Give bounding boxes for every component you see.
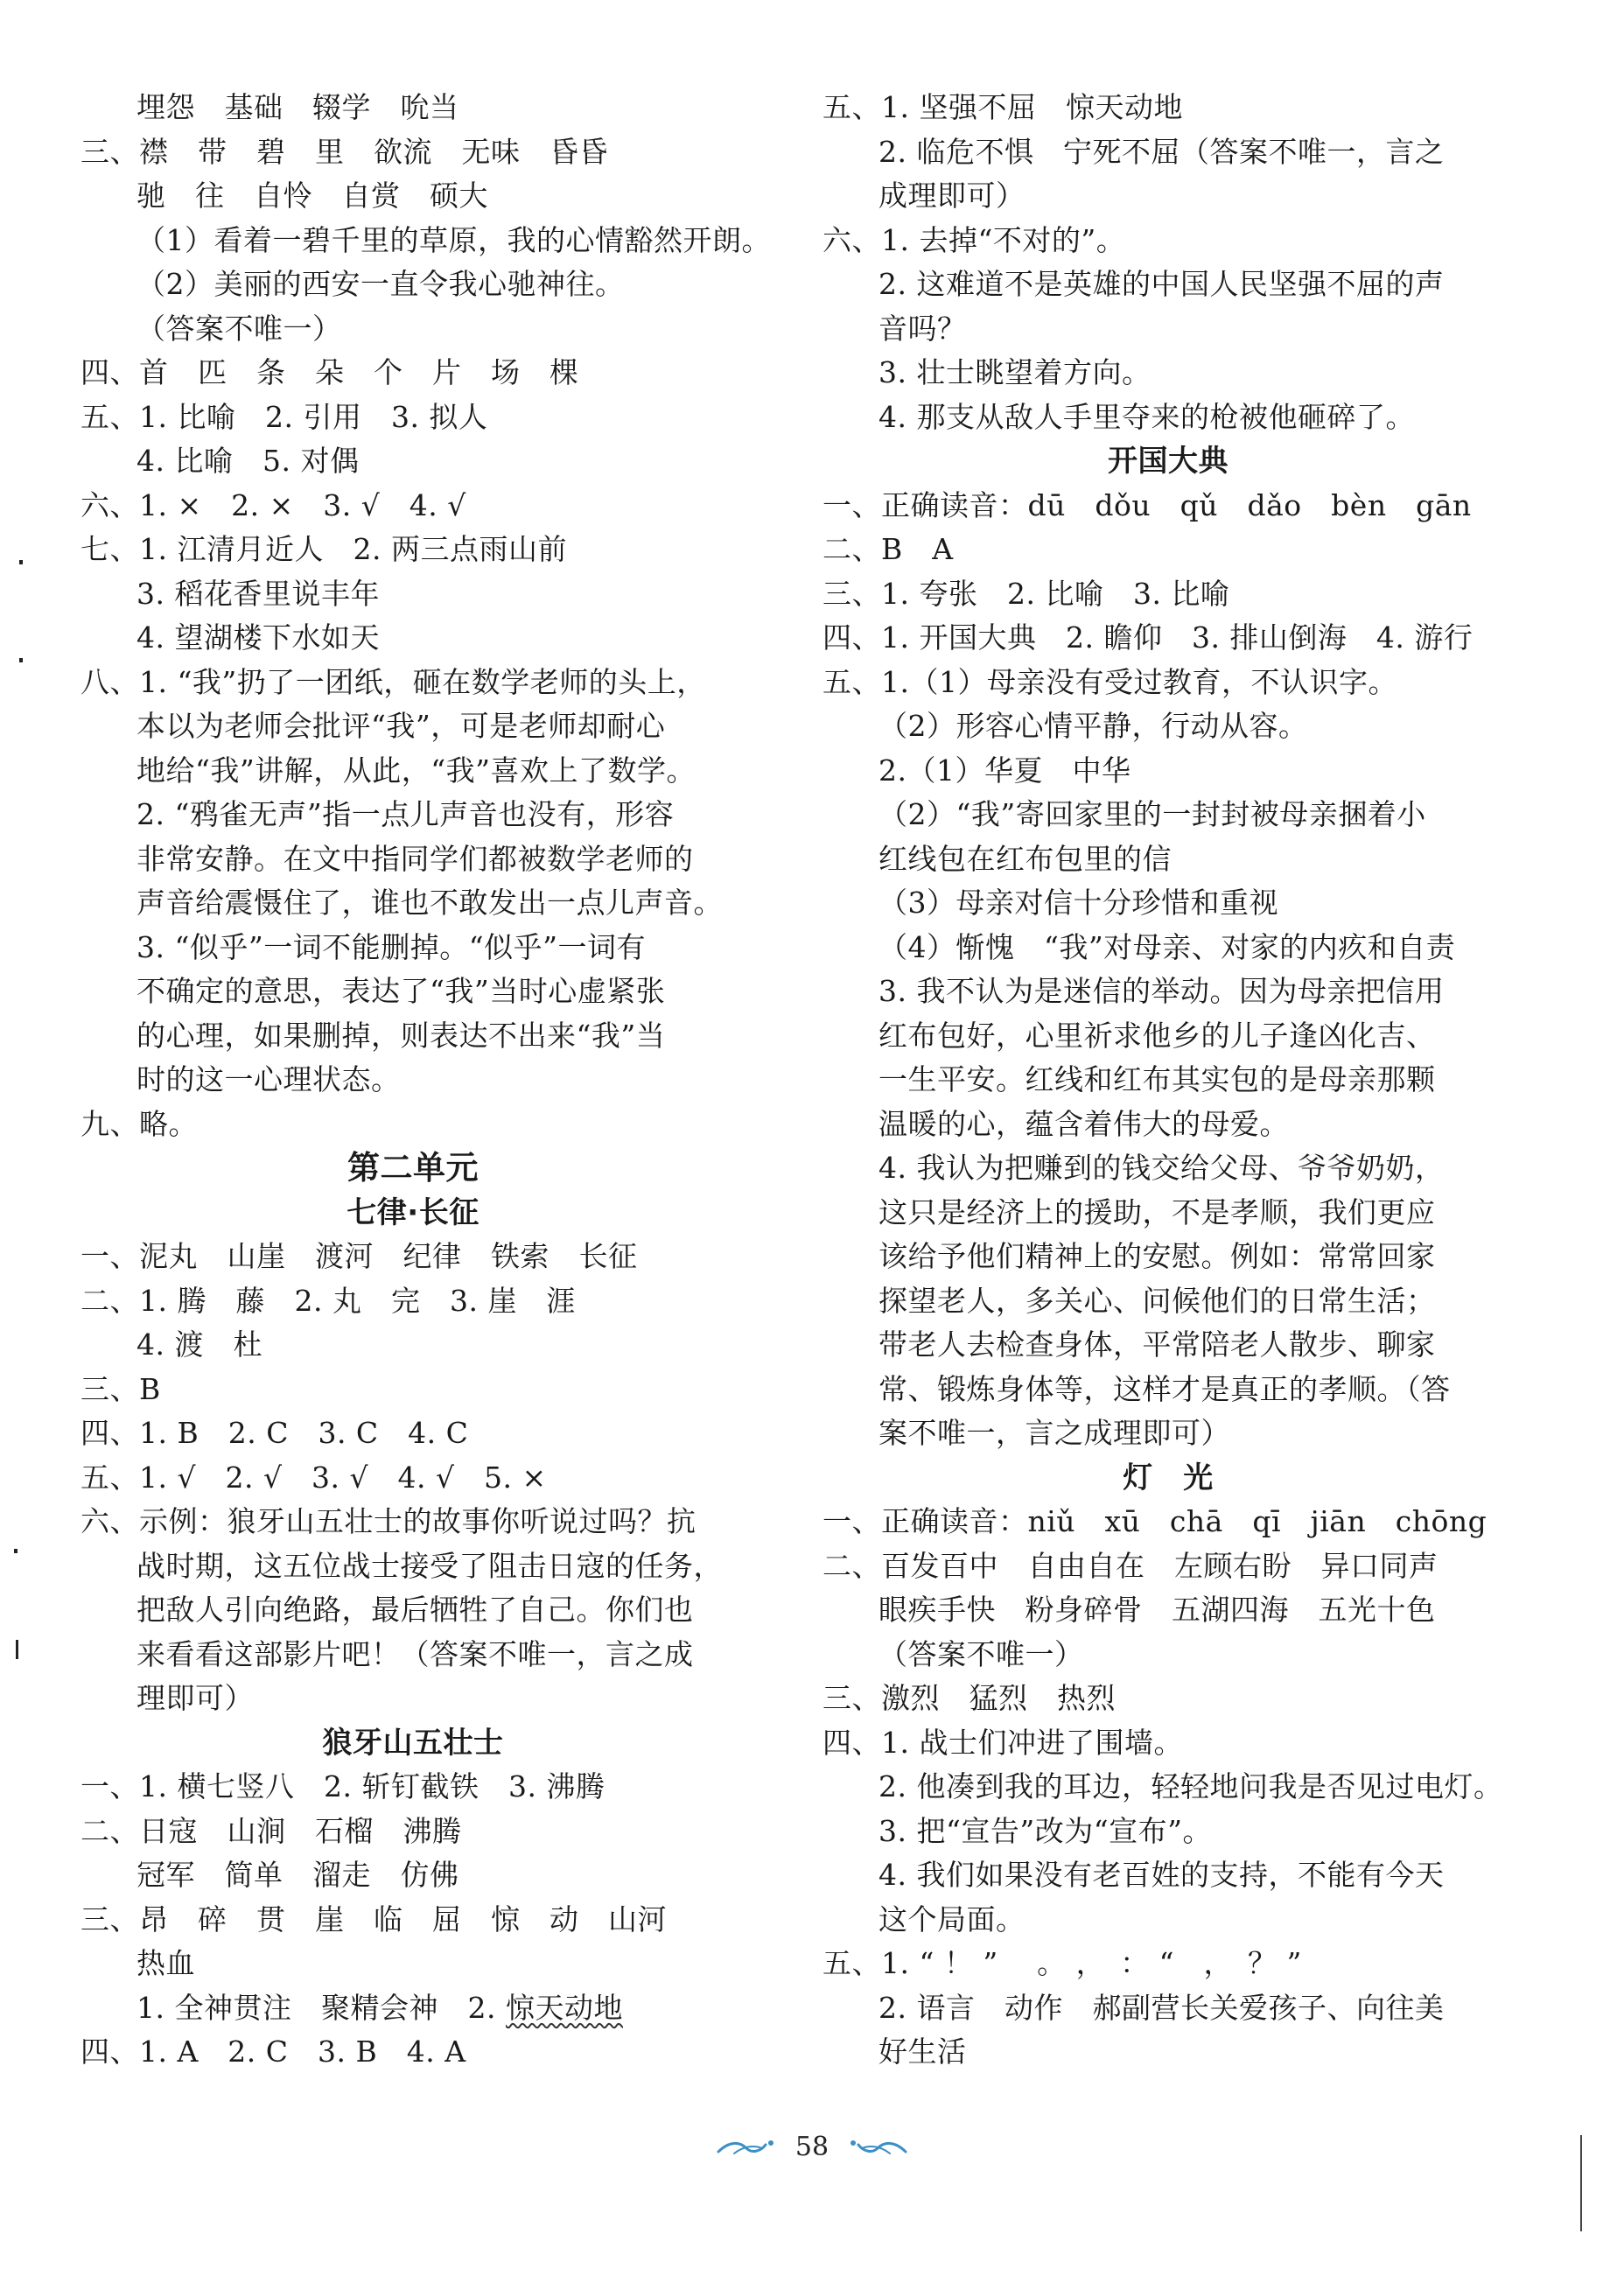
answer-text: （1）看着一碧千里的草原，我的心情豁然开朗。 (136, 222, 771, 257)
answer-line (80, 572, 746, 617)
answer-line (80, 1103, 746, 1147)
answer-line (80, 130, 746, 175)
answer-line (80, 1853, 746, 1898)
answer-line (80, 1677, 746, 1721)
answer-text: 七律·长征 (346, 1194, 480, 1230)
answer-text: 五、1. 坚强不屈 惊天动地 (822, 90, 1183, 124)
answer-line (80, 1500, 746, 1544)
answer-text: 3. 把“宣告”改为“宣布”。 (878, 1813, 1212, 1848)
answer-text: 八、1. “我”扔了一团纸，砸在数学老师的头上， (80, 664, 706, 699)
answer-text: 这个局面。 (878, 1901, 1026, 1936)
answer-text: 4. 那支从敌人手里夺来的枪被他砸碎了。 (878, 399, 1415, 434)
answer-text: 该给予他们精神上的安慰。例如：常常回家 (878, 1239, 1436, 1273)
answer-line (80, 1456, 746, 1501)
answer-text: 4. 比喻 5. 对偶 (136, 444, 360, 478)
answer-line (80, 1235, 746, 1279)
answer-line (822, 1810, 1514, 1854)
answer-line (80, 1279, 746, 1324)
answer-text: 的心理，如果删掉，则表达不出来“我”当 (136, 1018, 666, 1053)
answer-line (822, 1588, 1514, 1633)
answer-text: （2）形容心情平静，行动从容。 (878, 709, 1308, 743)
answer-text: 好生活 (878, 2034, 967, 2069)
answer-line (822, 86, 1514, 130)
answer-line (80, 1942, 746, 1986)
answer-text: 五、1. √ 2. √ 3. √ 4. √ 5. × (80, 1460, 547, 1495)
answer-text: 六、1. × 2. × 3. √ 4. √ (80, 487, 466, 522)
answer-text: 四、1. 战士们冲进了围墙。 (822, 1725, 1183, 1760)
answer-text: 4. 望湖楼下水如天 (136, 620, 380, 655)
answer-line (80, 351, 746, 396)
answer-text: 一、泥丸 山崖 渡河 纪律 铁索 长征 (80, 1239, 638, 1273)
answer-text: 2. 临危不惧 宁死不屈（答案不唯一，言之 (878, 134, 1445, 169)
answer-line (80, 1765, 746, 1810)
answer-text: 一、正确读音：niǔ xū chā qī jiān chōng (822, 1504, 1488, 1538)
answer-text: 埋怨 基础 辍学 吮当 (136, 90, 459, 124)
answer-line (80, 1323, 746, 1368)
answer-text: 狼牙山五壮士 (322, 1725, 504, 1761)
underlined-answer: 惊天动地 (505, 1990, 623, 2025)
answer-text: 眼疾手快 粉身碎骨 五湖四海 五光十色 (878, 1593, 1436, 1627)
answer-line (80, 704, 746, 749)
answer-line (80, 1810, 746, 1854)
answer-text: （答案不唯一） (136, 311, 342, 346)
answer-text: 三、1. 夸张 2. 比喻 3. 比喻 (822, 576, 1230, 611)
answer-text: 来看看这部影片吧！（答案不唯一，言之成 (136, 1636, 694, 1671)
answer-text: 七、1. 江清月近人 2. 两三点雨山前 (80, 532, 567, 566)
answer-line (822, 351, 1514, 396)
answer-line (822, 1544, 1514, 1589)
answer-line (80, 661, 746, 705)
answer-line (822, 130, 1514, 175)
answer-line (822, 396, 1514, 440)
answer-text: 地给“我”讲解，从此，“我”喜欢上了数学。 (136, 753, 696, 788)
answer-line (822, 1898, 1514, 1943)
answer-text: 1. 全神贯注 聚精会神 2. (136, 1990, 506, 2025)
answer-text: 4. 渡 杜 (136, 1327, 262, 1362)
answer-text: 九、略。 (80, 1106, 198, 1141)
answer-line (822, 926, 1514, 970)
answer-line (822, 749, 1514, 794)
answer-text: 一、正确读音：dū dǒu qǔ dǎo bèn gān (822, 487, 1472, 522)
answer-line (80, 1986, 746, 2031)
answer-line (822, 307, 1514, 352)
answer-text: 五、1. 比喻 2. 引用 3. 拟人 (80, 399, 488, 434)
answer-text: 温暖的心，蕴含着伟大的母爱。 (878, 1106, 1289, 1141)
scan-mark (14, 1549, 18, 1553)
answer-line (80, 174, 746, 219)
answer-line (822, 219, 1514, 263)
answer-text: 音吗？ (878, 311, 967, 346)
answer-line (80, 793, 746, 837)
answer-line (822, 661, 1514, 705)
answer-text: 成理即可） (878, 179, 1026, 213)
answer-line (822, 1323, 1514, 1368)
answer-text: 冠军 简单 溜走 仿佛 (136, 1858, 459, 1892)
answer-text: 三、昂 碎 贯 崖 临 屈 惊 动 山河 (80, 1901, 667, 1936)
answer-line (822, 1146, 1514, 1191)
section-title (80, 1191, 746, 1236)
answer-text: 三、激烈 猛烈 热烈 (822, 1681, 1116, 1715)
answer-text: 这只是经济上的援助，不是孝顺，我们更应 (878, 1194, 1436, 1229)
page-number: 58 (794, 2132, 830, 2162)
answer-line (822, 2030, 1514, 2075)
answer-line (822, 1500, 1514, 1544)
answer-line (80, 1898, 746, 1943)
answer-line (80, 484, 746, 529)
answer-text: 二、日寇 山涧 石榴 沸腾 (80, 1813, 462, 1848)
answer-text: 四、首 匹 条 朵 个 片 场 棵 (80, 355, 579, 389)
answer-text: 本以为老师会批评“我”，可是老师却耐心 (136, 709, 666, 743)
answer-line (80, 1368, 746, 1412)
answer-line (822, 528, 1514, 572)
section-title (80, 1146, 746, 1191)
answer-text: 三、B (80, 1371, 161, 1406)
answer-line (80, 837, 746, 882)
answer-text: 4. 我们如果没有老百姓的支持，不能有今天 (878, 1858, 1445, 1892)
right-column (822, 86, 1514, 2075)
answer-text: 不确定的意思，表达了“我”当时心虚紧张 (136, 974, 666, 1008)
answer-line (822, 1942, 1514, 1986)
answer-line (80, 219, 771, 263)
section-title (822, 1456, 1514, 1501)
answer-text: 五、1. “ ！ ” 。 ， ： “ ， ？ ” (822, 1946, 1302, 1980)
answer-line (80, 1014, 746, 1059)
answer-text: 红布包好，心里祈求他乡的儿子逢凶化吉、 (878, 1018, 1436, 1053)
answer-line (822, 1633, 1514, 1677)
answer-text: （答案不唯一） (878, 1636, 1084, 1671)
answer-line (822, 1235, 1514, 1279)
answer-text: 时的这一心理状态。 (136, 1062, 401, 1096)
answer-line (80, 396, 746, 440)
answer-text: 3. 我不认为是迷信的举动。因为母亲把信用 (878, 974, 1445, 1008)
answer-line (80, 1411, 746, 1456)
margin-rule (1580, 2135, 1582, 2231)
answer-text: （2）美丽的西安一直令我心驰神往。 (136, 267, 625, 301)
answer-text: 战时期，这五位战士接受了阻击日寇的任务， (136, 1548, 723, 1583)
answer-text: （2）“我”寄回家里的一封封被母亲捆着小 (878, 797, 1426, 831)
answer-line (80, 1058, 746, 1103)
answer-line (80, 263, 746, 307)
section-title (822, 439, 1514, 484)
answer-text: 四、1. A 2. C 3. B 4. A (80, 2034, 466, 2069)
answer-text: 一、1. 横七竖八 2. 斩钉截铁 3. 沸腾 (80, 1769, 606, 1803)
right-wave-ornament-icon (848, 2138, 907, 2157)
answer-line (822, 1765, 1514, 1810)
answer-line (822, 484, 1514, 529)
page-footer (0, 2125, 1624, 2168)
answer-text: 第二单元 (347, 1149, 479, 1187)
answer-text: 一生平安。红线和红布其实包的是母亲那颗 (878, 1062, 1436, 1096)
answer-text: 五、1.（1）母亲没有受过教育，不认识字。 (822, 664, 1397, 699)
answer-text: （4）惭愧 “我”对母亲、对家的内疚和自责 (878, 929, 1456, 964)
left-column (80, 86, 771, 2075)
answer-text: 四、1. B 2. C 3. C 4. C (80, 1416, 469, 1450)
answer-text: 3. 稻花香里说丰年 (136, 576, 380, 611)
answer-line (80, 528, 746, 572)
answer-text: 驰 往 自怜 自赏 硕大 (136, 179, 488, 213)
answer-text: 二、1. 腾 藤 2. 丸 完 3. 崖 涯 (80, 1283, 576, 1318)
answer-line (80, 616, 746, 661)
answer-line (822, 1058, 1514, 1103)
answer-line (822, 1677, 1514, 1721)
answer-line (822, 837, 1514, 882)
answer-text: 2. “鸦雀无声”指一点儿声音也没有，形容 (136, 797, 675, 831)
answer-line (80, 86, 746, 130)
answer-text: 四、1. 开国大典 2. 瞻仰 3. 排山倒海 4. 游行 (822, 620, 1474, 655)
answer-text: 二、B A (822, 532, 954, 566)
answer-line (822, 970, 1514, 1014)
answer-line (822, 1368, 1514, 1412)
answer-text: 六、1. 去掉“不对的”。 (822, 222, 1126, 257)
answer-text: 红线包在红布包里的信 (878, 841, 1172, 876)
answer-line (822, 1191, 1514, 1236)
answer-text: 2. 语言 动作 郝副营长关爱孩子、向往美 (878, 1990, 1445, 2025)
answer-text: 热血 (136, 1946, 195, 1980)
answer-text: 非常安静。在文中指同学们都被数学老师的 (136, 841, 694, 876)
answer-line (822, 1986, 1514, 2031)
answer-line (822, 174, 1514, 219)
answer-line (80, 2030, 746, 2075)
answer-line (80, 1588, 746, 1633)
answer-text: 案不唯一，言之成理即可） (878, 1416, 1230, 1450)
left-wave-ornament-icon (717, 2138, 776, 2157)
answer-text: 声音给震慑住了，谁也不敢发出一点儿声音。 (136, 886, 723, 920)
answer-text: 六、示例：狼牙山五壮士的故事你听说过吗？抗 (80, 1504, 696, 1538)
answer-text: 理即可） (136, 1681, 254, 1715)
answer-text: 常、锻炼身体等，这样才是真正的孝顺。（答 (878, 1371, 1451, 1406)
answer-text: 探望老人，多关心、问候他们的日常生活； (878, 1283, 1436, 1318)
answer-line (80, 749, 746, 794)
answer-line (822, 1014, 1514, 1059)
answer-text: 2.（1）华夏 中华 (878, 753, 1131, 788)
answer-text: 二、百发百中 自由自在 左顾右盼 异口同声 (822, 1548, 1438, 1583)
answer-text: （3）母亲对信十分珍惜和重视 (878, 886, 1278, 920)
scan-mark (19, 560, 23, 564)
answer-line (822, 1411, 1514, 1456)
answer-text: 带老人去检查身体，平常陪老人散步、聊家 (878, 1327, 1436, 1362)
answer-line (822, 793, 1514, 837)
answer-line (822, 1279, 1514, 1324)
answer-line (80, 1544, 746, 1589)
answer-line (80, 926, 746, 970)
answer-line (80, 307, 746, 352)
answer-line (80, 881, 746, 926)
answer-text: 把敌人引向绝路，最后牺牲了自己。你们也 (136, 1593, 694, 1627)
answer-line (822, 263, 1514, 307)
answer-text: 2. 这难道不是英雄的中国人民坚强不屈的声 (878, 267, 1445, 301)
answer-line (822, 881, 1514, 926)
scan-mark (16, 1640, 18, 1659)
answer-line (822, 1721, 1514, 1766)
answer-line (822, 1853, 1514, 1898)
answer-text: 4. 我认为把赚到的钱交给父母、爷爷奶奶， (878, 1151, 1445, 1185)
answer-line (80, 970, 746, 1014)
answer-line (80, 439, 746, 484)
answer-text: 三、襟 带 碧 里 欲流 无味 昏昏 (80, 134, 608, 169)
section-title (80, 1721, 746, 1766)
answer-text: 3. “似乎”一词不能删掉。“似乎”一词有 (136, 929, 646, 964)
scan-mark (19, 658, 23, 662)
answer-line (822, 572, 1514, 617)
answer-line (80, 1633, 746, 1677)
answer-line (822, 704, 1514, 749)
answer-text: 开国大典 (1108, 444, 1228, 479)
answer-text: 灯 光 (1123, 1460, 1214, 1495)
answer-text: 3. 壮士眺望着方向。 (878, 355, 1152, 389)
answer-line (822, 1103, 1514, 1147)
answer-text: 2. 他凑到我的耳边，轻轻地问我是否见过电灯。 (878, 1769, 1503, 1803)
answer-line (822, 616, 1514, 661)
